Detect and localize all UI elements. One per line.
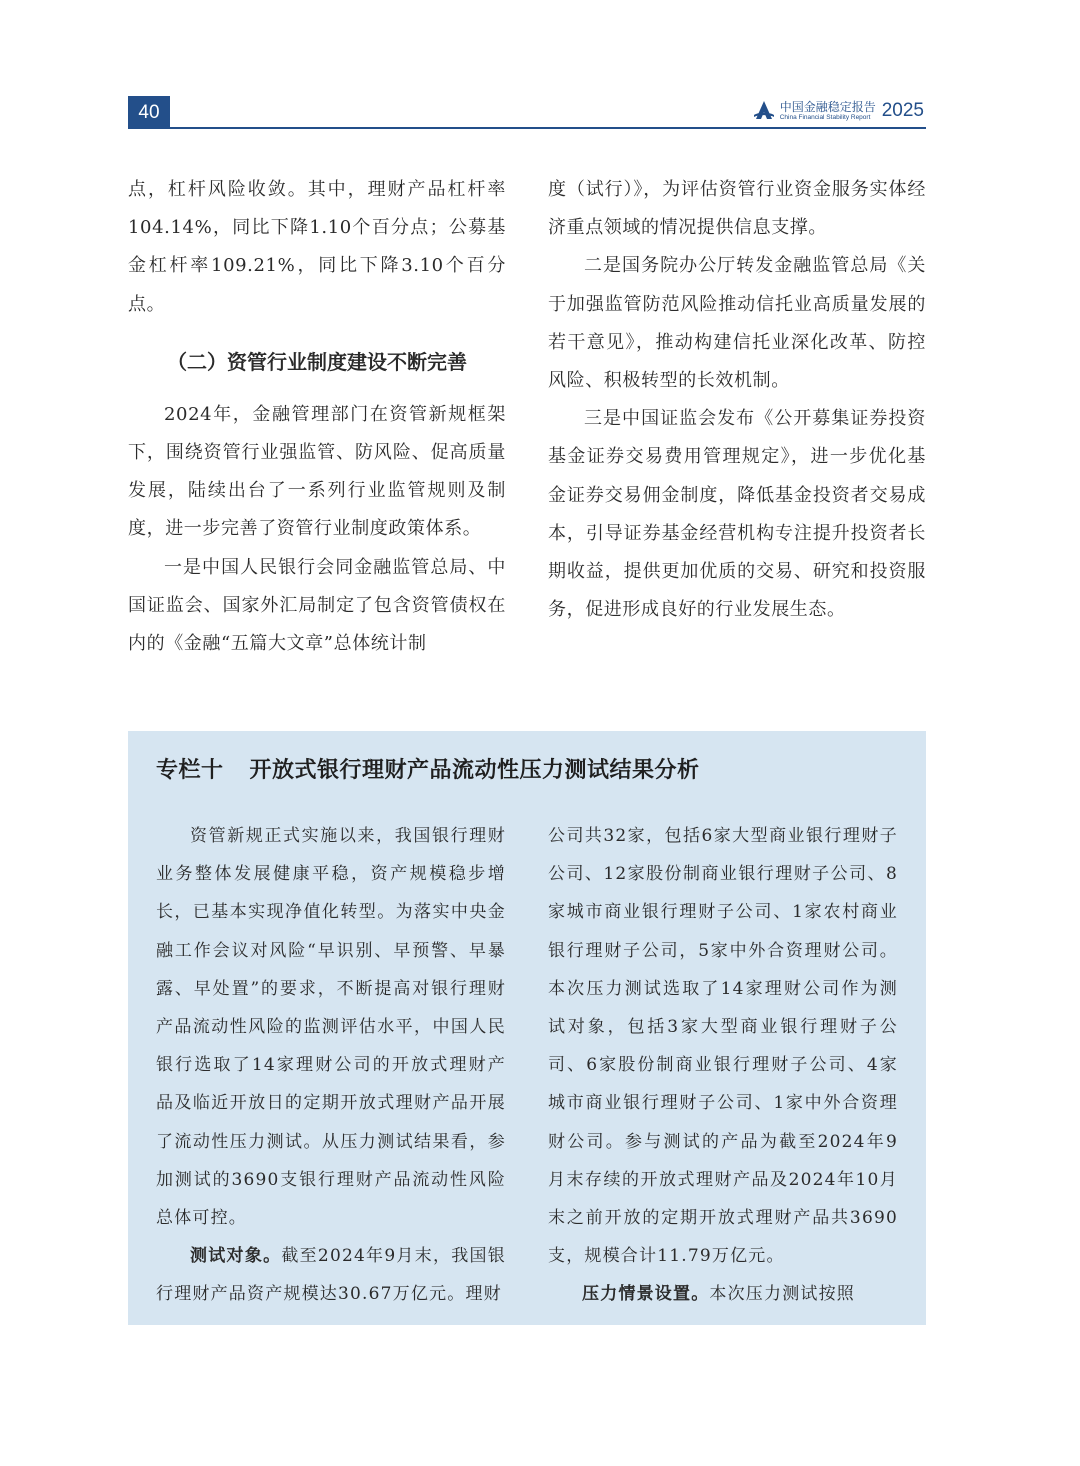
box-left-lead: 测试对象。: [190, 1246, 282, 1267]
box-right-paragraph-2-text: 本次压力测试按照: [709, 1284, 856, 1305]
box-left-column: [156, 817, 506, 1314]
box-title-text: 开放式银行理财产品流动性压力测试结果分析: [249, 758, 700, 783]
page-number: 40: [128, 96, 170, 129]
right-column: [548, 171, 926, 629]
report-title-cn: 中国金融稳定报告: [779, 100, 876, 114]
feature-box: [128, 731, 926, 1325]
left-paragraph-3: 一是中国人民银行会同金融监管总局、中国证监会、国家外汇局制定了包含资管债权在内的《金融“五篇大文章”总体统计制: [128, 556, 506, 655]
header-rule: [170, 127, 926, 129]
right-paragraph-2: 二是国务院办公厅转发金融监管总局《关于加强监管防范风险推动信托业高质量发展的若干意见》，推动构建信托业深化改革、防控风险、积极转型的长效机制。: [548, 255, 926, 392]
box-right-paragraph-1: 公司共32家，包括6家大型商业银行理财子公司、12家股份制商业银行理财子公司、8家城市商业银行理财子公司、1家农村商业银行理财子公司，5家中外合资理财公司。本次压力测试选取了14家理财公司作为测试对象，包括3家大型商业银行理财子公司、6家股份制商业银行理财子公司、4家城市商业银行理财子公司、1家中外合资理财公司。参与测试的产品为截至2024年9月末存续的开放式理财产品及2024年10月末之前开放的定期开放式理财产品共3690支，规模合计11.79万亿元。: [548, 826, 898, 1267]
box-right-paragraph-2: [548, 1275, 898, 1313]
box-left-paragraph-1: 资管新规正式实施以来，我国银行理财业务整体发展健康平稳，资产规模稳步增长，已基本实现净值化转型。为落实中央金融工作会议对风险“早识别、早预警、早暴露、早处置”的要求，不断提高对银行理财产品流动性风险的监测评估水平，中国人民银行选取了14家理财公司的开放式理财产品及临近开放日的定期开放式理财产品开展了流动性压力测试。从压力测试结果看，参加测试的3690支银行理财产品流动性风险总体可控。: [156, 826, 506, 1229]
box-left-paragraph-2-text: 截至2024年9月末，我国银行理财产品资产规模达30.67万亿元。理财: [156, 1246, 506, 1305]
box-label: 专栏十: [156, 758, 224, 783]
box-right-lead: 压力情景设置。: [582, 1284, 710, 1305]
left-paragraph-2: 2024年，金融管理部门在资管新规框架下，围绕资管行业强监管、防风险、促高质量发展，陆续出台了一系列行业监管规则及制度，进一步完善了资管行业制度政策体系。: [128, 403, 506, 540]
right-paragraph-1: 度（试行）》，为评估资管行业资金服务实体经济重点领域的情况提供信息支撑。: [548, 179, 926, 239]
box-right-column: [548, 817, 898, 1314]
box-title: [156, 753, 700, 784]
right-paragraph-3: 三是中国证监会发布《公开募集证券投资基金证券交易费用管理规定》，进一步优化基金证券交易佣金制度，降低基金投资者交易成本，引导证券基金经营机构专注提升投资者长期收益，提供更加优质的交易、研究和投资服务，促进形成良好的行业发展生态。: [548, 408, 926, 621]
brand-text: [780, 100, 876, 122]
section-heading: （二）资管行业制度建设不断完善: [167, 349, 467, 374]
left-paragraph-1: 点，杠杆风险收敛。其中，理财产品杠杆率104.14%，同比下降1.10个百分点；公募基金杠杆率109.21%，同比下降3.10个百分点。: [128, 179, 506, 315]
report-year: 2025: [881, 100, 924, 121]
box-left-paragraph-2: [156, 1237, 506, 1313]
left-column: [128, 171, 506, 663]
report-brand: [752, 96, 924, 126]
report-title-en: China Financial Stability Report: [779, 114, 871, 121]
pbc-logo-icon: [752, 99, 776, 123]
